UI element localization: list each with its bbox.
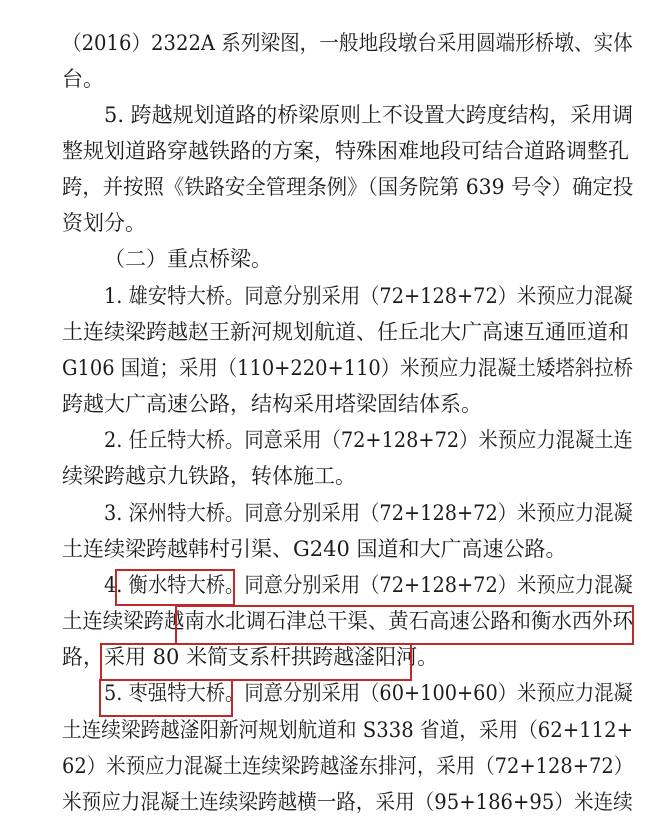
text-line: 路，采用 80 米简支系杆拱跨越滏阳河。 xyxy=(62,645,439,669)
text-line: 1. 雄安特大桥。同意分别采用（72+128+72）米预应力混凝 xyxy=(104,284,633,308)
text-line: 台。 xyxy=(62,67,104,91)
text-line: 跨，并按照《铁路安全管理条例》（国务院第 639 号令）确定投 xyxy=(62,175,634,199)
text-line: 资划分。 xyxy=(62,211,146,235)
section-heading: （二）重点桥梁。 xyxy=(104,247,272,271)
text-line: 土连续梁跨越赵王新河规划航道、任丘北大广高速互通匝道和 xyxy=(62,320,629,344)
text-line: 5. 跨越规划道路的桥梁原则上不设置大跨度结构，采用调 xyxy=(104,103,634,127)
text-line: 5. 枣强特大桥。同意分别采用（60+100+60）米预应力混凝 xyxy=(104,681,633,705)
text-line: 土连续梁跨越滏阳新河规划航道和 S338 省道，采用（62+112+ xyxy=(62,718,634,742)
text-line: 续梁跨越京九铁路，转体施工。 xyxy=(62,464,356,488)
text-line: 土连续梁跨越南水北调石津总干渠、黄石高速公路和衡水西外环 xyxy=(62,609,633,633)
text-line: 整规划道路穿越铁路的方案，特殊困难地段可结合道路调整孔 xyxy=(62,139,629,163)
text-line: 4. 衡水特大桥。同意分别采用（72+128+72）米预应力混凝 xyxy=(104,573,633,597)
text-line: 米预应力混凝土连续梁跨越横一路，采用（95+186+95）米连续 xyxy=(62,790,633,814)
text-line: 62）米预应力混凝土连续梁跨越滏东排河，采用（72+128+72） xyxy=(62,754,634,778)
text-line: 2. 任丘特大桥。同意采用（72+128+72）米预应力混凝土连 xyxy=(104,428,633,452)
text-line: G106 国道；采用（110+220+110）米预应力混凝土矮塔斜拉桥 xyxy=(62,356,634,380)
text-line: 跨越大广高速公路，结构采用塔梁固结体系。 xyxy=(62,392,482,416)
text-line: 土连续梁跨越韩村引渠、G240 国道和大广高速公路。 xyxy=(62,537,567,561)
text-line: （2016）2322A 系列梁图，一般地段墩台采用圆端形桥墩、实体 xyxy=(62,31,633,55)
text-line: 3. 深州特大桥。同意分别采用（72+128+72）米预应力混凝 xyxy=(104,501,633,525)
